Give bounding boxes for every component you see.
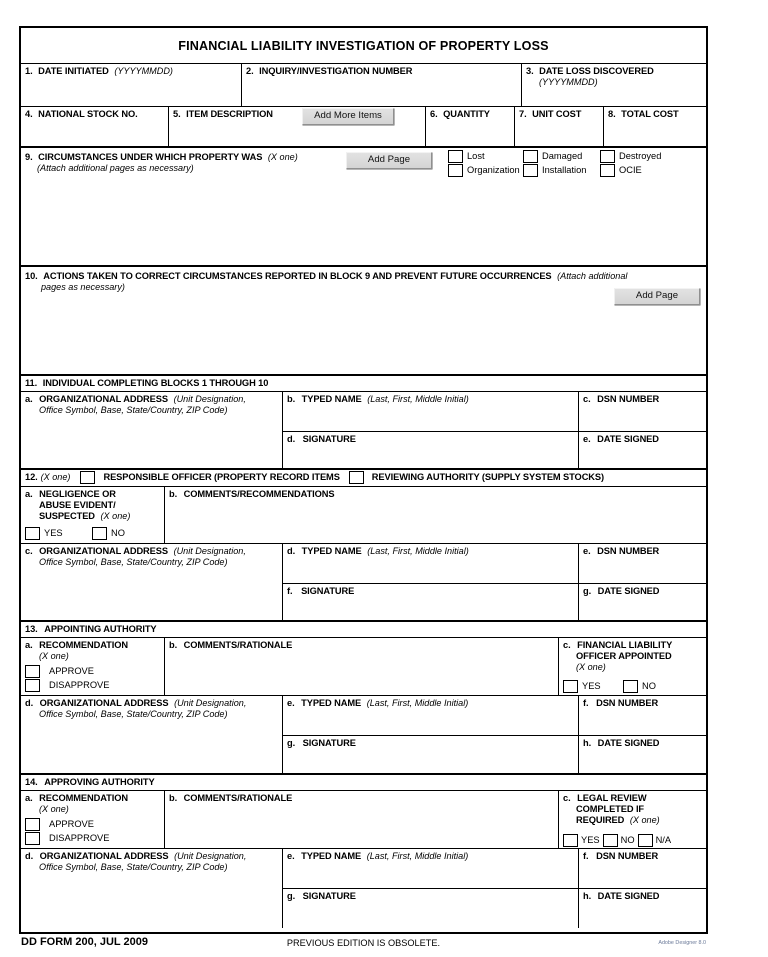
block-12-hint: (X one) <box>40 471 71 482</box>
checkbox-damaged[interactable] <box>523 150 538 163</box>
block-14e-hint: (Last, First, Middle Initial) <box>366 851 469 861</box>
block-13a-hint: (X one) <box>39 651 69 662</box>
block-12a-number: a. <box>25 489 33 499</box>
block-13c-number: c. <box>563 640 571 650</box>
label-destroyed: Destroyed <box>619 150 662 161</box>
block-14e-typed-name[interactable] <box>283 849 578 889</box>
block-13e-typed-name[interactable] <box>283 696 578 736</box>
footer-form-id: DD FORM 200, JUL 2009 <box>21 936 148 948</box>
block-14f-dsn-number[interactable] <box>579 849 706 889</box>
block-13a-number: a. <box>25 640 33 650</box>
block-12d-number: d. <box>287 546 296 556</box>
block-14e-number: e. <box>287 851 295 861</box>
block-10-actions-taken[interactable] <box>21 267 706 376</box>
block-11a-hint1: (Unit Designation, <box>173 394 246 404</box>
block-14h-date-signed[interactable] <box>579 889 706 927</box>
block-12f-number: f. <box>287 586 293 596</box>
block-14a-label: RECOMMENDATION <box>39 793 128 803</box>
page-title: FINANCIAL LIABILITY INVESTIGATION OF PROPERTY LOSS <box>178 38 549 53</box>
block-13h-number: h. <box>583 738 592 748</box>
block-11c-label: DSN NUMBER <box>597 394 660 404</box>
dd-form-200-sheet <box>19 26 708 934</box>
block-14a-number: a. <box>25 793 33 803</box>
block-13e-hint: (Last, First, Middle Initial) <box>366 698 469 708</box>
checkbox-ocie[interactable] <box>600 164 615 177</box>
block-5-item-description[interactable] <box>169 107 426 146</box>
block-13d-label: ORGANIZATIONAL ADDRESS <box>39 698 169 708</box>
block-12d-hint: (Last, First, Middle Initial) <box>367 546 469 556</box>
block-7-unit-cost[interactable] <box>515 107 604 146</box>
block-11b-hint: (Last, First, Middle Initial) <box>367 394 469 404</box>
block-14g-number: g. <box>287 891 296 901</box>
block-13-label: APPOINTING AUTHORITY <box>44 624 157 634</box>
block-13d-number: d. <box>25 698 34 708</box>
block-11a-org-address[interactable] <box>21 392 283 468</box>
block-1-hint: (YYYYMMDD) <box>114 66 173 76</box>
block-12a-negligence[interactable] <box>21 487 165 543</box>
block-13f-dsn-number[interactable] <box>579 696 706 736</box>
block-12g-number: g. <box>583 586 592 596</box>
block-14c-number: c. <box>563 793 571 803</box>
label-13c-yes: YES <box>582 680 601 691</box>
block-12d-typed-name[interactable] <box>283 544 578 584</box>
block-13c-fl-officer-appointed[interactable] <box>559 638 706 695</box>
block-11a-label: ORGANIZATIONAL ADDRESS <box>39 394 168 404</box>
label-ocie: OCIE <box>619 164 642 175</box>
row-block-14-fields <box>21 849 706 928</box>
block-11e-date-signed[interactable] <box>579 432 706 469</box>
block-13d-hint1: (Unit Designation, <box>174 698 247 708</box>
label-lost: Lost <box>467 150 485 161</box>
block-11e-label: DATE SIGNED <box>597 434 659 444</box>
block-14b-number: b. <box>169 793 178 803</box>
block-11d-label: SIGNATURE <box>302 434 356 444</box>
label-reviewing-authority: REVIEWING AUTHORITY (SUPPLY SYSTEM STOCKS) <box>371 471 605 482</box>
block-14a-recommendation[interactable] <box>21 791 165 848</box>
label-negligence-no: NO <box>111 527 125 538</box>
label-14c-no: NO <box>620 834 635 845</box>
block-9-circumstances[interactable] <box>21 148 706 267</box>
row-block-13-fields <box>21 696 706 775</box>
block-3-date-loss-discovered[interactable] <box>522 64 706 106</box>
label-damaged: Damaged <box>542 150 583 161</box>
block-11-label: INDIVIDUAL COMPLETING BLOCKS 1 THROUGH 10 <box>42 378 269 388</box>
checkbox-14c-yes[interactable] <box>563 834 578 847</box>
block-11-header <box>21 376 706 392</box>
block-3-number: 3. <box>526 66 534 76</box>
block-8-number: 8. <box>608 109 616 119</box>
block-5-label: ITEM DESCRIPTION <box>186 109 273 119</box>
checkbox-13c-no[interactable] <box>623 680 638 693</box>
block-4-national-stock-no[interactable] <box>21 107 169 146</box>
block-13g-signature[interactable] <box>283 736 578 774</box>
row-blocks-1-3 <box>21 64 706 107</box>
form-title-bar <box>21 28 706 64</box>
checkbox-reviewing-authority[interactable] <box>349 471 364 484</box>
label-installation: Installation <box>542 164 587 175</box>
block-14-number: 14. <box>25 777 38 787</box>
block-14d-org-address[interactable] <box>21 849 283 928</box>
block-11b-number: b. <box>287 394 296 404</box>
block-6-label: QUANTITY <box>443 109 490 119</box>
block-14b-comments[interactable] <box>165 791 559 848</box>
block-14c-legal-review[interactable] <box>559 791 706 848</box>
block-12-header <box>21 470 706 487</box>
block-13b-number: b. <box>169 640 178 650</box>
block-10-hint2: pages as necessary) <box>41 282 125 293</box>
block-13f-label: DSN NUMBER <box>596 698 659 708</box>
block-13h-label: DATE SIGNED <box>597 738 660 748</box>
block-12c-hint2: Office Symbol, Base, State/Country, ZIP Code) <box>39 557 228 568</box>
checkbox-lost[interactable] <box>448 150 463 163</box>
block-14c-line3: REQUIRED <box>576 815 625 826</box>
block-12e-dsn-number[interactable] <box>579 544 706 584</box>
block-14g-signature[interactable] <box>283 889 578 927</box>
block-1-date-initiated[interactable] <box>21 64 242 106</box>
checkbox-14c-no[interactable] <box>603 834 618 847</box>
block-14g-label: SIGNATURE <box>302 891 356 901</box>
block-7-label: UNIT COST <box>532 109 582 119</box>
block-14c-line1: LEGAL REVIEW <box>577 793 647 803</box>
block-12-number: 12. <box>25 471 38 482</box>
block-8-total-cost[interactable] <box>604 107 706 146</box>
block-11e-number: e. <box>583 434 591 444</box>
block-11-number: 11. <box>25 378 38 388</box>
block-14d-number: d. <box>25 851 34 861</box>
label-13-approve: APPROVE <box>49 665 94 676</box>
block-10-label: ACTIONS TAKEN TO CORRECT CIRCUMSTANCES REPORTED IN BLOCK 9 AND PREVENT FUTURE OCCURRENCES <box>43 271 552 281</box>
block-13h-date-signed[interactable] <box>579 736 706 774</box>
label-responsible-officer: RESPONSIBLE OFFICER (PROPERTY RECORD ITEMS <box>103 471 340 482</box>
block-13g-label: SIGNATURE <box>302 738 356 748</box>
block-14h-label: DATE SIGNED <box>597 891 660 901</box>
block-8-label: TOTAL COST <box>621 109 679 119</box>
row-block-12-fields <box>21 544 706 622</box>
block-14-header <box>21 775 706 791</box>
block-10-add-page-button[interactable]: Add Page <box>614 288 700 305</box>
label-13c-no: NO <box>642 680 656 691</box>
checkbox-14-approve[interactable] <box>25 818 40 831</box>
block-14d-label: ORGANIZATIONAL ADDRESS <box>39 851 169 861</box>
checkbox-13c-yes[interactable] <box>563 680 578 693</box>
block-13d-org-address[interactable] <box>21 696 283 773</box>
block-13c-line2: OFFICER APPOINTED <box>576 651 672 662</box>
block-13b-comments[interactable] <box>165 638 559 695</box>
block-14a-hint: (X one) <box>39 804 69 815</box>
checkbox-13-approve[interactable] <box>25 665 40 678</box>
block-13e-number: e. <box>287 698 295 708</box>
row-block-11-fields <box>21 392 706 470</box>
block-9-label: CIRCUMSTANCES UNDER WHICH PROPERTY WAS <box>38 152 263 162</box>
block-3-hint: (YYYYMMDD) <box>539 77 598 88</box>
footer-designer-version: Adobe Designer 8.0 <box>658 940 706 946</box>
label-14c-yes: YES <box>581 834 600 845</box>
label-organization: Organization <box>467 164 520 175</box>
checkbox-negligence-no[interactable] <box>92 527 107 540</box>
block-12f-signature[interactable] <box>283 584 578 621</box>
block-12b-number: b. <box>169 489 178 499</box>
block-6-number: 6. <box>430 109 438 119</box>
block-12a-line3: SUSPECTED <box>39 511 95 522</box>
block-13d-hint2: Office Symbol, Base, State/Country, ZIP Code) <box>39 709 228 720</box>
block-14f-label: DSN NUMBER <box>596 851 659 861</box>
block-12c-hint1: (Unit Designation, <box>173 546 246 556</box>
block-12e-number: e. <box>583 546 591 556</box>
checkbox-organization[interactable] <box>448 164 463 177</box>
checkbox-negligence-yes[interactable] <box>25 527 40 540</box>
label-14-disapprove: DISAPPROVE <box>49 832 110 843</box>
checkbox-14-disapprove[interactable] <box>25 832 40 845</box>
checkbox-destroyed[interactable] <box>600 150 615 163</box>
block-14c-line2: COMPLETED IF <box>576 804 645 815</box>
checkbox-responsible-officer[interactable] <box>80 471 95 484</box>
block-2-label: INQUIRY/INVESTIGATION NUMBER <box>259 66 413 76</box>
block-14-label: APPROVING AUTHORITY <box>44 777 155 787</box>
block-14d-hint1: (Unit Designation, <box>174 851 247 861</box>
add-more-items-button[interactable]: Add More Items <box>302 108 394 125</box>
block-13-number: 13. <box>25 624 38 634</box>
block-12e-label: DSN NUMBER <box>597 546 660 556</box>
label-14-approve: APPROVE <box>49 818 94 829</box>
block-13c-hint: (X one) <box>576 662 606 673</box>
block-12d-label: TYPED NAME <box>301 546 362 556</box>
checkbox-13-disapprove[interactable] <box>25 679 40 692</box>
block-13f-number: f. <box>583 698 589 708</box>
block-1-label: DATE INITIATED <box>38 66 109 76</box>
block-12a-hint: (X one) <box>100 511 131 522</box>
block-12c-label: ORGANIZATIONAL ADDRESS <box>39 546 168 556</box>
label-negligence-yes: YES <box>44 527 63 538</box>
block-13c-line1: FINANCIAL LIABILITY <box>577 640 673 650</box>
block-13a-recommendation[interactable] <box>21 638 165 695</box>
block-12b-comments[interactable] <box>165 487 706 543</box>
checkbox-installation[interactable] <box>523 164 538 177</box>
block-11d-signature[interactable] <box>283 432 578 469</box>
block-12a-line1: NEGLIGENCE OR <box>39 489 116 499</box>
block-10-hint: (Attach additional <box>557 271 628 281</box>
form-footer <box>19 934 708 954</box>
block-9-options-row-2 <box>448 164 666 177</box>
block-11a-hint2: Office Symbol, Base, State/Country, ZIP Code) <box>39 405 228 416</box>
block-3-label: DATE LOSS DISCOVERED <box>539 66 654 76</box>
block-2-inquiry-number[interactable] <box>242 64 522 106</box>
block-9-options-row-1 <box>448 150 666 163</box>
block-12g-date-signed[interactable] <box>579 584 706 621</box>
block-14c-hint: (X one) <box>629 815 660 826</box>
block-14h-number: h. <box>583 891 592 901</box>
block-4-label: NATIONAL STOCK NO. <box>38 109 138 119</box>
block-12a-line2: ABUSE EVIDENT/ <box>39 500 116 511</box>
block-6-quantity[interactable] <box>426 107 515 146</box>
block-14e-label: TYPED NAME <box>301 851 362 861</box>
block-1-number: 1. <box>25 66 33 76</box>
label-14c-na: N/A <box>655 834 672 845</box>
block-11c-number: c. <box>583 394 591 404</box>
block-9-subhint: (Attach additional pages as necessary) <box>37 163 194 174</box>
row-block-14abc <box>21 791 706 849</box>
row-block-13abc <box>21 638 706 696</box>
block-14d-hint2: Office Symbol, Base, State/Country, ZIP Code) <box>39 862 228 873</box>
checkbox-14c-na[interactable] <box>638 834 653 847</box>
block-12b-label: COMMENTS/RECOMMENDATIONS <box>183 489 335 499</box>
footer-previous-edition: PREVIOUS EDITION IS OBSOLETE. <box>286 938 441 948</box>
block-11c-dsn-number[interactable] <box>579 392 706 432</box>
block-13e-label: TYPED NAME <box>301 698 362 708</box>
block-12c-org-address[interactable] <box>21 544 283 620</box>
block-13g-number: g. <box>287 738 296 748</box>
block-14b-label: COMMENTS/RATIONALE <box>183 793 293 803</box>
row-block-12ab <box>21 487 706 544</box>
block-10-number: 10. <box>25 271 38 281</box>
block-11d-number: d. <box>287 434 296 444</box>
block-12f-label: SIGNATURE <box>301 586 355 596</box>
block-13a-label: RECOMMENDATION <box>39 640 128 650</box>
block-5-number: 5. <box>173 109 181 119</box>
block-11b-typed-name[interactable] <box>283 392 578 432</box>
block-12g-label: DATE SIGNED <box>597 586 660 596</box>
block-13-header <box>21 622 706 638</box>
block-11b-label: TYPED NAME <box>301 394 362 404</box>
block-12c-number: c. <box>25 546 33 556</box>
label-13-disapprove: DISAPPROVE <box>49 679 110 690</box>
block-13b-label: COMMENTS/RATIONALE <box>183 640 293 650</box>
block-9-hint: (X one) <box>267 152 298 162</box>
row-blocks-4-8 <box>21 107 706 148</box>
block-4-number: 4. <box>25 109 33 119</box>
block-11a-number: a. <box>25 394 33 404</box>
block-7-number: 7. <box>519 109 527 119</box>
block-9-add-page-button[interactable]: Add Page <box>346 152 432 169</box>
block-9-number: 9. <box>25 152 33 162</box>
block-14f-number: f. <box>583 851 589 861</box>
block-2-number: 2. <box>246 66 254 76</box>
